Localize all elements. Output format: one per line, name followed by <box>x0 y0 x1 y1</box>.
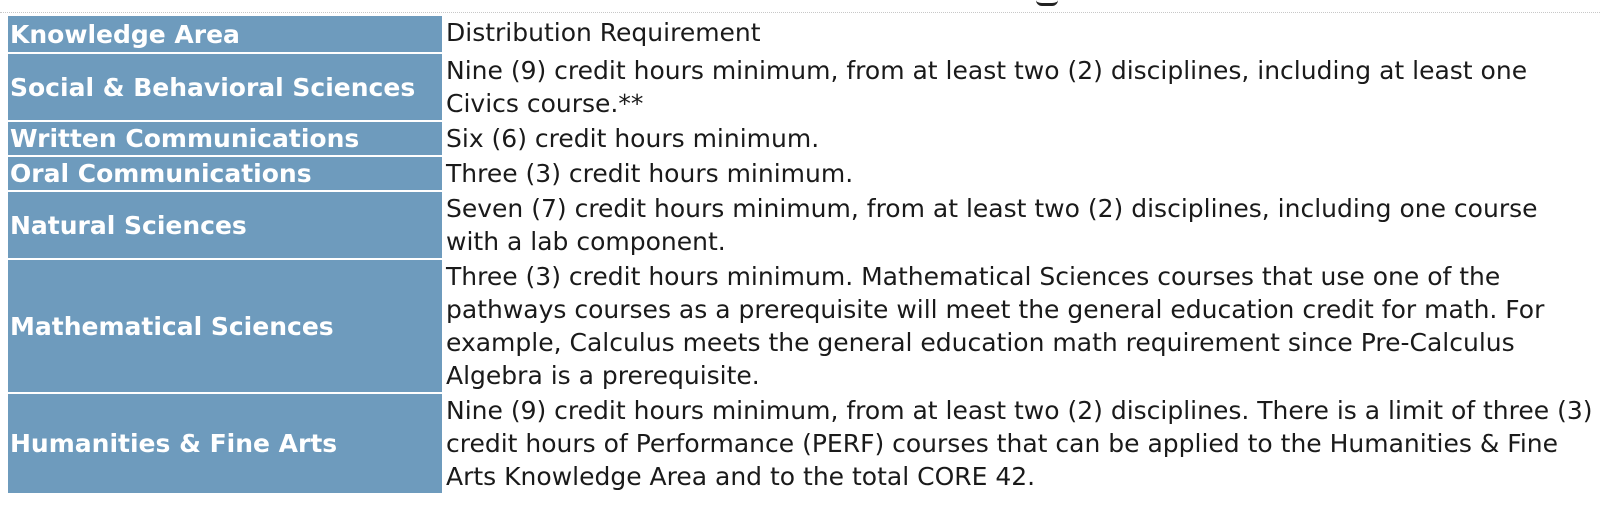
requirement-cell: Six (6) credit hours minimum. <box>444 122 1598 155</box>
requirement-cell: Seven (7) credit hours minimum, from at least two (2) disciplines, including one course with a lab component. <box>444 192 1598 258</box>
table-row <box>8 260 1598 392</box>
header-knowledge-area: Knowledge Area <box>8 16 442 52</box>
table-header-row <box>8 16 1598 52</box>
requirement-cell: Three (3) credit hours minimum. Mathematical Sciences courses that use one of the pathways courses as a prerequisite will meet the general education credit for math. For example, Calculus meets the general education math requirement since Pre-Calculus Algebra is a prerequisite. <box>444 260 1598 392</box>
requirement-cell: Nine (9) credit hours minimum, from at least two (2) disciplines, including at least one Civics course.** <box>444 54 1598 120</box>
requirement-cell: Nine (9) credit hours minimum, from at least two (2) disciplines. There is a limit of three (3) credit hours of Performance (PERF) courses that can be applied to the Humanities & Fine Arts Knowledge Area and to the total CORE 42. <box>444 394 1598 493</box>
requirement-cell: Three (3) credit hours minimum. <box>444 157 1598 190</box>
knowledge-area-cell: Mathematical Sciences <box>8 260 442 392</box>
table-row <box>8 192 1598 258</box>
distribution-requirements-table <box>6 14 1600 495</box>
top-divider <box>0 12 1600 13</box>
knowledge-area-cell: Humanities & Fine Arts <box>8 394 442 493</box>
table-row <box>8 54 1598 120</box>
table-row <box>8 122 1598 155</box>
table-row <box>8 157 1598 190</box>
cropped-heading-fragment <box>1036 0 1058 6</box>
knowledge-area-cell: Oral Communications <box>8 157 442 190</box>
knowledge-area-cell: Social & Behavioral Sciences <box>8 54 442 120</box>
table-row <box>8 394 1598 493</box>
header-distribution-requirement: Distribution Requirement <box>444 16 1598 52</box>
knowledge-area-cell: Written Communications <box>8 122 442 155</box>
knowledge-area-cell: Natural Sciences <box>8 192 442 258</box>
